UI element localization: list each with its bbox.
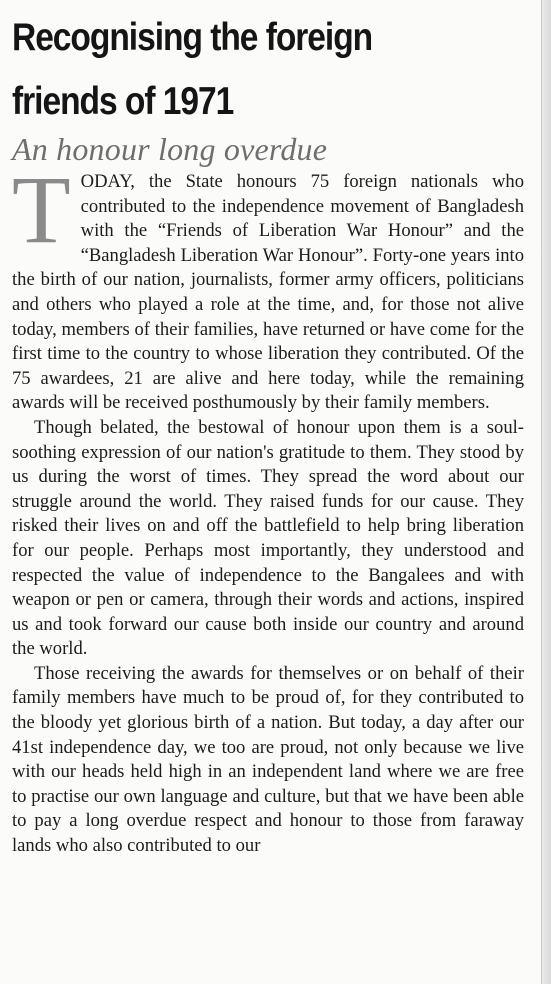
paragraph-3: Those receiving the awards for themselves or on behalf of their family members have much to be proud of, for they contributed to the bloody yet glorious birth of a nation. But today, a day after our 41st independence day, we too are proud, not only because we live with our heads held high in an independent land where we are free to practise our own language and culture, but that we have been able to pay a long overdue respect and honour to those from faraway lands who also contributed to our — [12, 662, 524, 857]
paragraph-1 — [12, 156, 524, 416]
editorial-article — [12, 6, 524, 859]
article-body — [12, 156, 524, 859]
headline-line-2: friends of 1971 — [12, 80, 234, 123]
headline — [12, 6, 528, 134]
lead-word: ODAY, — [80, 171, 135, 192]
paragraph-2: Though belated, the bestowal of honour upon them is a soul-soothing expression of our nation's gratitude to them. They stood by us during the worst of times. They spread the word about our struggle around the world. They raised funds for our cause. They risked their lives on and off the battlefield to help bring liberation for our people. Perhaps most importantly, they understood and respected the value of independence to the Bangalees and with weapon or pen or camera, through their words and actions, inspired us and took forward our cause both inside our country and around the world. — [12, 416, 524, 660]
paragraph-1-text: the State honours 75 foreign nationals who contributed to the independence movement of Bangladesh with the “Friends of Liberation War Honour” and the “Bangladesh Liberation War Honour”. Forty-one years into the birth of our nation, journalists, former army officers, politicians and others who played a role at the time, and, for those not alive today, members of their families, have returned or have come for the first time to the country to whose liberation they contributed. Of the 75 awardees, 21 are alive and here today, while the remaining awards will be received posthumously by their family members. — [12, 171, 524, 414]
subheadline: An honour long overdue — [12, 131, 328, 167]
drop-cap: T — [12, 156, 71, 263]
page-edge — [541, 0, 551, 984]
headline-line-1: Recognising the foreign — [12, 16, 373, 59]
